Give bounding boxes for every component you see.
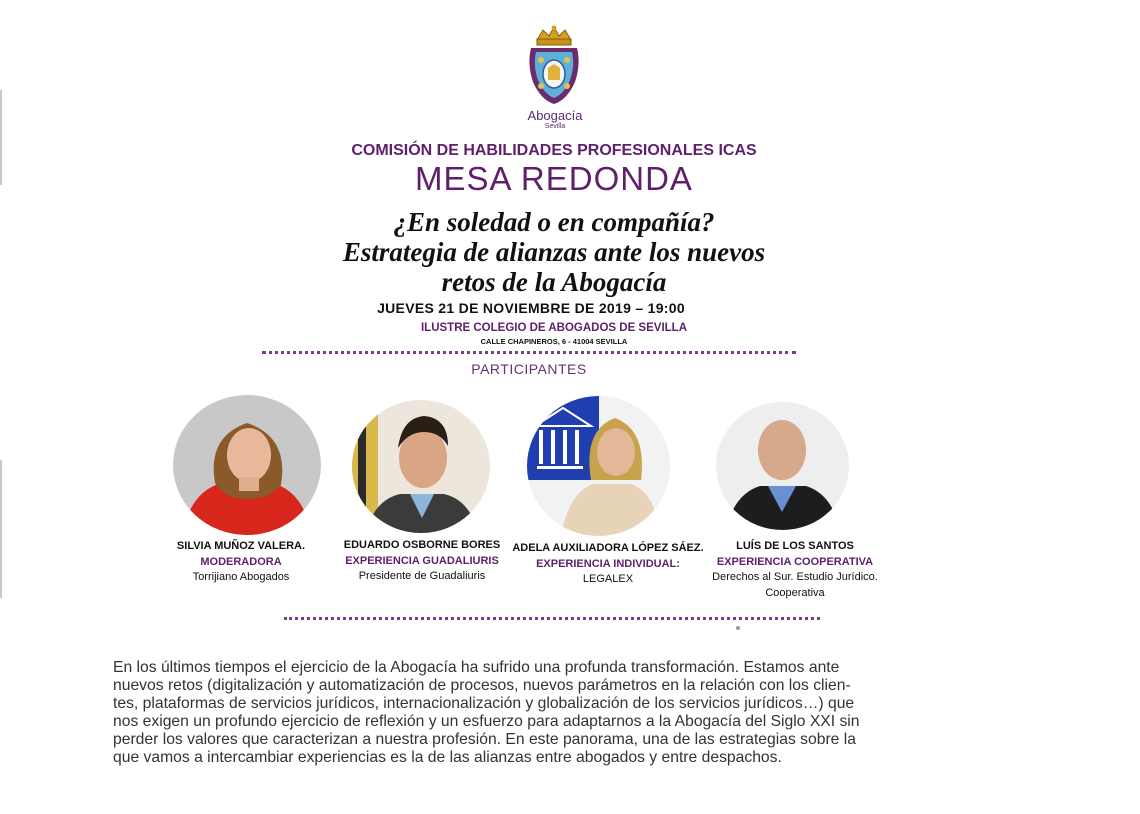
participant-org: Derechos al Sur. Estudio Jurídico.: [712, 571, 878, 583]
body-line: perder los valores que caracterizan a nuestra profesión. En este panorama, una de las estrategias sobre la: [113, 731, 856, 748]
dotted-divider: [262, 351, 796, 354]
participant-name: EDUARDO OSBORNE BORES: [343, 539, 501, 551]
topic-line: retos de la Abogacía: [441, 267, 667, 297]
participant-org: Cooperativa: [765, 586, 825, 599]
participant-role: EXPERIENCIA GUADALIURIS: [345, 554, 499, 567]
participant-org: Torrijiano Abogados: [192, 571, 290, 583]
body-line: que vamos a intercambiar experiencias es la de las alianzas entre abogados y entre despachos.: [113, 749, 782, 766]
participant-photo: [173, 395, 321, 535]
participant-role: MODERADORA: [200, 555, 282, 568]
participant-name: LUÍS DE LOS SANTOS: [736, 540, 854, 552]
logo-subtext: Sevilla: [544, 123, 566, 130]
body-line: nos exigen un profundo ejercicio de reflexión y un esfuerzo para adaptarnos a la Abogacía del Siglo XXI sin: [113, 713, 860, 730]
edge-line: [0, 460, 2, 598]
participant-photo: [527, 396, 670, 536]
participants-heading: PARTICIPANTES: [471, 361, 587, 377]
participant-name: ADELA AUXILIADORA LÓPEZ SÁEZ.: [512, 542, 704, 554]
dotted-divider: [284, 617, 820, 620]
participant-role: EXPERIENCIA INDIVIDUAL:: [536, 557, 680, 570]
logo-wordmark: Abogacía: [527, 108, 583, 123]
description-paragraph: [113, 659, 975, 767]
event-type-title: MESA REDONDA: [415, 160, 693, 197]
stray-mark: [736, 626, 740, 630]
body-line: En los últimos tiempos el ejercicio de la Abogacía ha sufrido una profunda transformación. Estamos ante: [113, 659, 840, 676]
topic-line: ¿En soledad o en compañía?: [393, 207, 715, 237]
participant-role: EXPERIENCIA COOPERATIVA: [716, 555, 874, 568]
participant-photo: [352, 400, 490, 533]
body-line: nuevos retos (digitalización y automatización de procesos, nuevos parámetros en la relación con los clien-: [113, 677, 851, 694]
event-date: JUEVES 21 DE NOVIEMBRE DE 2019 – 19:00: [377, 300, 685, 316]
topic-heading: [0, 207, 1108, 297]
participant-org: Presidente de Guadaliuris: [358, 570, 486, 582]
participant-photo: [716, 402, 849, 530]
participant-name: SILVIA MUÑOZ VALERA.: [176, 540, 306, 552]
event-venue: ILUSTRE COLEGIO DE ABOGADOS DE SEVILLA: [420, 322, 687, 334]
topic-line: Estrategia de alianzas ante los nuevos: [342, 237, 766, 267]
event-address: CALLE CHAPINEROS, 6 - 41004 SEVILLA: [480, 337, 628, 346]
participant-org: LEGALEX: [582, 573, 634, 585]
body-line: tes, plataformas de servicios jurídicos, internacionalización y globalización de los servicios jurídicos…) que: [113, 695, 855, 712]
participant-card: [680, 539, 910, 601]
commission-title: COMISIÓN DE HABILIDADES PROFESIONALES ICAS: [351, 142, 757, 159]
